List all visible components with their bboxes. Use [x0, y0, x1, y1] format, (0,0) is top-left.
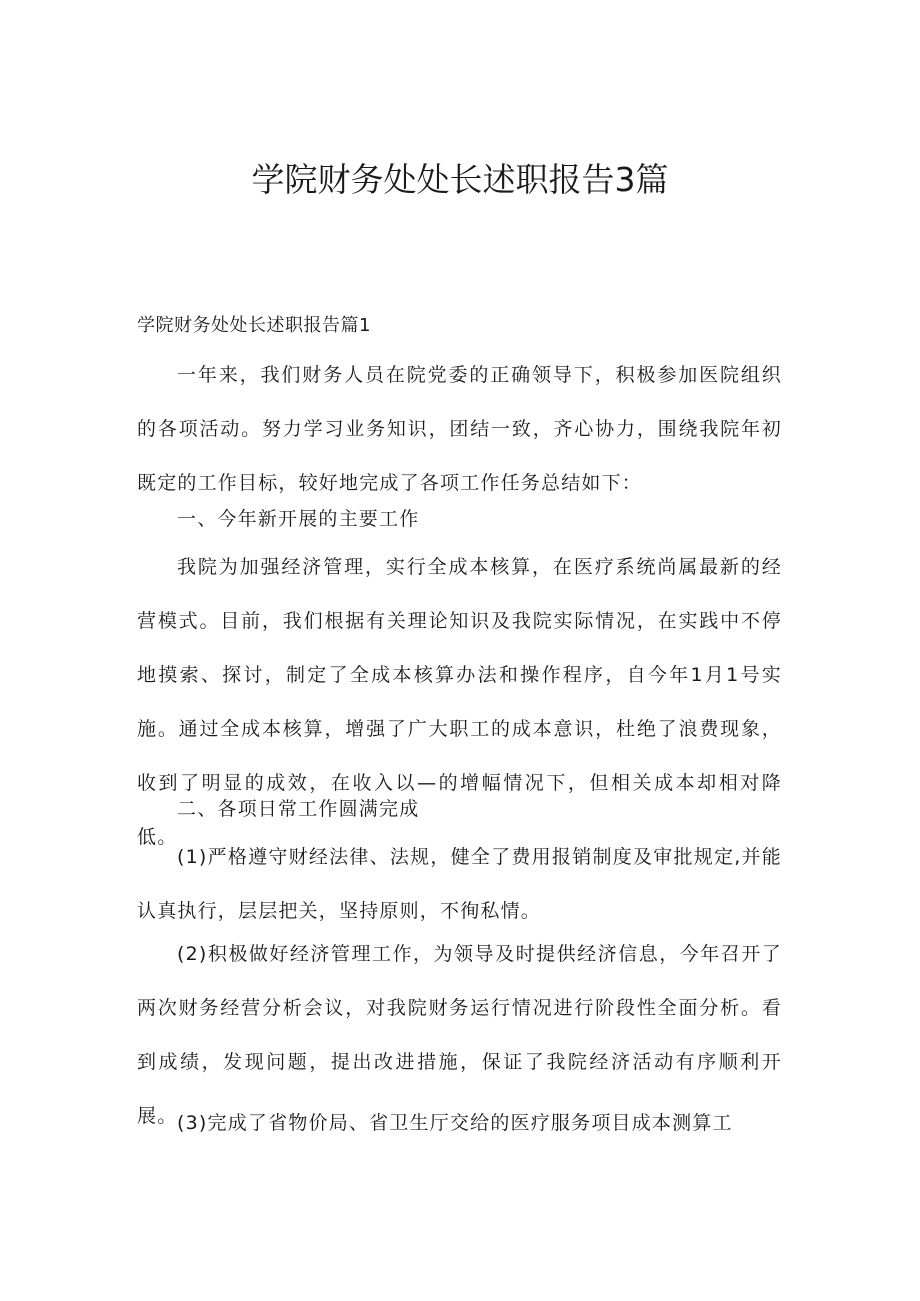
paragraph-intro: 一年来，我们财务人员在院党委的正确领导下，积极参加医院组织的各项活动。努力学习业务知识，团结一致，齐心协力，围绕我院年初既定的工作目标，较好地完成了各项工作任务总结如下：	[137, 364, 782, 494]
paragraph-new-work: 我院为加强经济管理，实行全成本核算，在医疗系统尚属最新的经营模式。目前，我们根据有关理论知识及我院实际情况，在实践中不停地摸索、探讨，制定了全成本核算办法和操作程序，自今年1月1号实施。通过全成本核算，增强了广大职工的成本意识，杜绝了浪费现象，收到了明显的成效，在收入以—的增幅情况下，但相关成本却相对降低。	[137, 556, 782, 848]
document-title: 学院财务处处长述职报告3篇	[251, 160, 669, 199]
paragraph-item-two: (2)积极做好经济管理工作，为领导及时提供经济信息，今年召开了两次财务经营分析会议，对我院财务运行情况进行阶段性全面分析。看到成绩，发现问题，提出改进措施，保证了我院经济活动有序顺利开展。	[137, 943, 782, 1127]
heading-new-work: 一、今年新开展的主要工作	[177, 508, 420, 530]
heading-daily-work: 二、各项日常工作圆满完成	[177, 798, 420, 820]
section-title: 学院财务处处长述职报告篇1	[137, 315, 371, 336]
paragraph-item-three: (3)完成了省物价局、省卫生厅交给的医疗服务项目成本测算工	[177, 1112, 733, 1134]
paragraph-item-one: (1)严格遵守财经法律、法规，健全了费用报销制度及审批规定,并能认真执行，层层把关，坚持原则，不徇私情。	[137, 846, 782, 922]
